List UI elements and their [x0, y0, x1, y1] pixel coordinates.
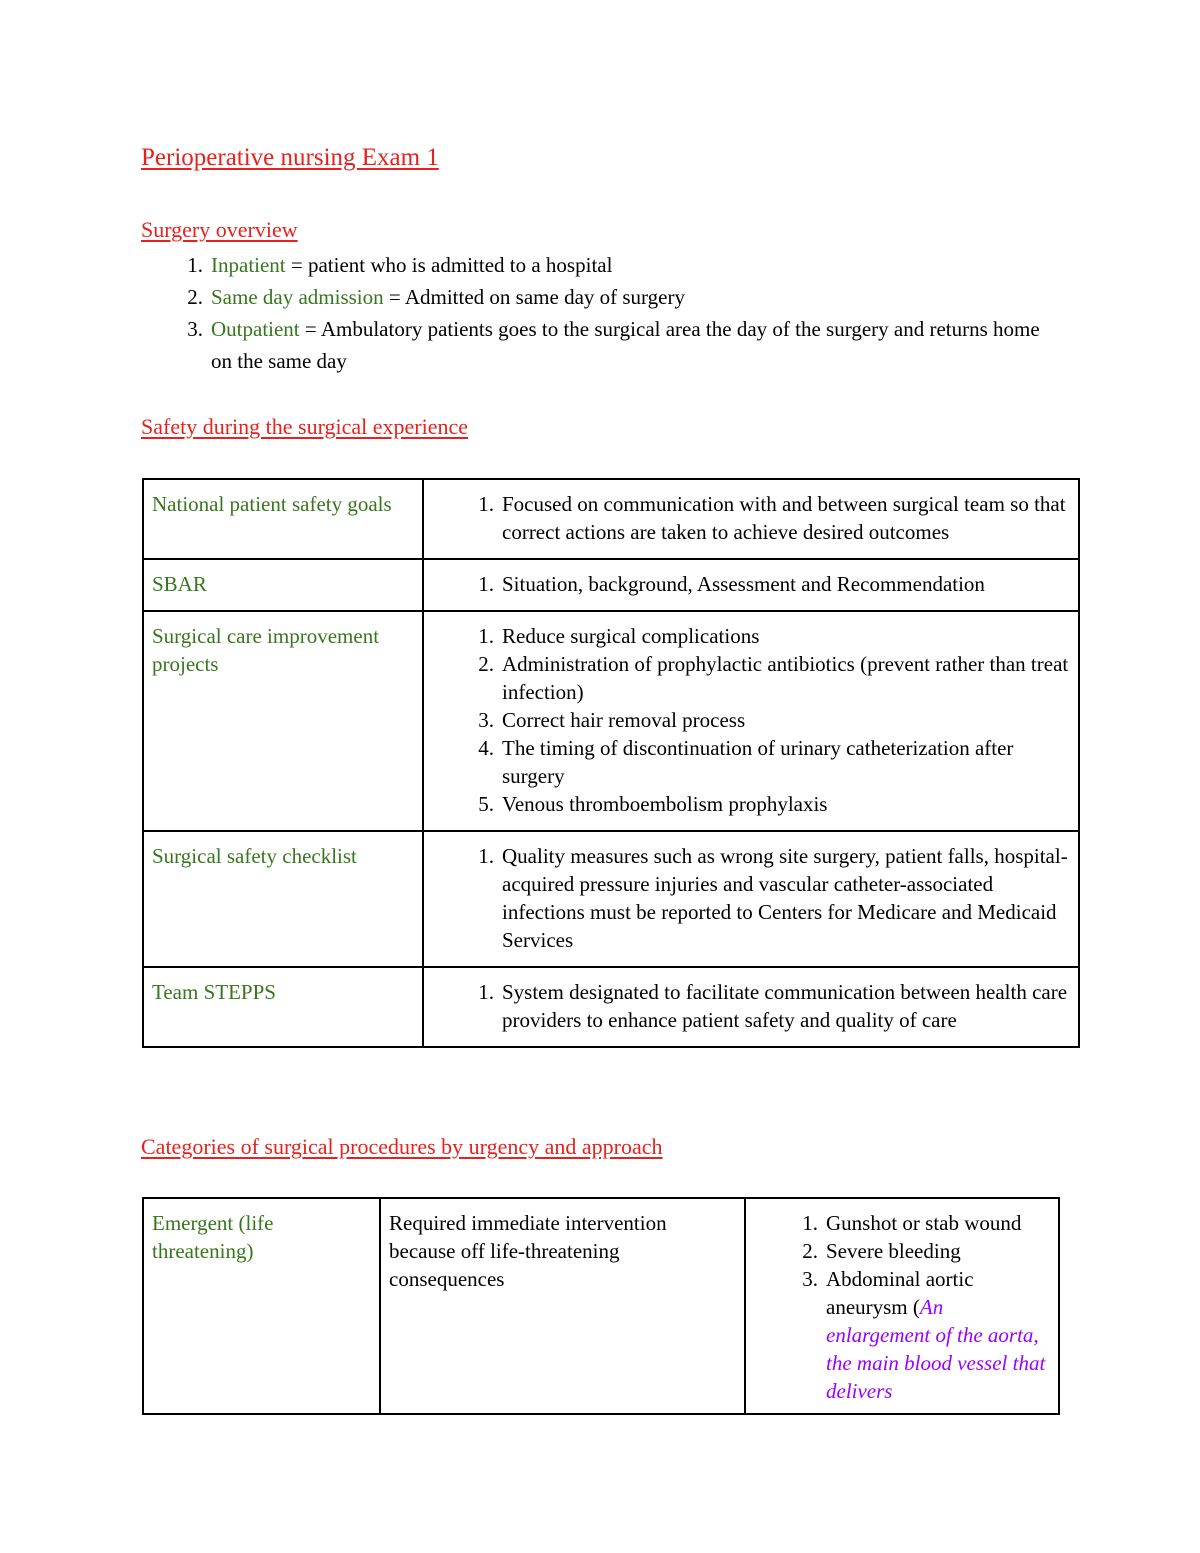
surgery-overview-list [175, 249, 1055, 377]
row-label: Surgical safety checklist [143, 831, 423, 967]
document-title: Perioperative nursing Exam 1 [141, 144, 439, 171]
row-content [423, 611, 1079, 831]
list-text: Gunshot or stab wound [826, 1211, 1022, 1235]
aneurysm-note: An enlargement of the aorta, the main blood vessel that delivers [826, 1295, 1046, 1403]
list-item [175, 313, 1055, 377]
list-item [466, 622, 1072, 650]
list-number: 2. [187, 285, 203, 309]
list-item [790, 1265, 1052, 1405]
row-list [466, 570, 1072, 598]
list-text: Correct hair removal process [502, 708, 746, 732]
row-list [466, 490, 1072, 546]
surgery-overview-heading: Surgery overview [141, 217, 298, 242]
definition-same-day-admission: = Admitted on same day of surgery [383, 285, 685, 309]
list-text: Quality measures such as wrong site surgery, patient falls, hospital-acquired pressure injuries and vascular catheter-associated infections must be reported to Centers for Medicare and Medicaid Services [502, 844, 1068, 952]
list-item [466, 790, 1072, 818]
list-number: 1. [802, 1211, 818, 1235]
list-text: Situation, background, Assessment and Recommendation [502, 572, 985, 596]
list-text: Abdominal aortic aneurysm ( [826, 1267, 974, 1319]
table-row [143, 559, 1079, 611]
categories-heading: Categories of surgical procedures by urgency and approach [141, 1134, 663, 1159]
list-text: Focused on communication with and between surgical team so that correct actions are taken to achieve desired outcomes [502, 492, 1066, 544]
row-list [790, 1209, 1052, 1405]
list-number: 1. [478, 572, 494, 596]
list-text: Reduce surgical complications [502, 624, 760, 648]
list-item [466, 706, 1072, 734]
list-number: 1. [187, 253, 203, 277]
list-number: 5. [478, 792, 494, 816]
list-item [466, 734, 1072, 790]
list-number: 1. [478, 980, 494, 1004]
row-label: Emergent (life threatening) [143, 1198, 380, 1414]
list-item [175, 249, 1055, 281]
list-item [466, 650, 1072, 706]
row-content [423, 967, 1079, 1047]
list-number: 3. [478, 708, 494, 732]
row-content [423, 559, 1079, 611]
list-number: 3. [187, 317, 203, 341]
list-text: Venous thromboembolism prophylaxis [502, 792, 828, 816]
list-item [466, 490, 1072, 546]
list-number: 2. [802, 1239, 818, 1263]
definition-inpatient: = patient who is admitted to a hospital [285, 253, 613, 277]
list-number: 4. [478, 736, 494, 760]
row-list [466, 978, 1072, 1034]
table-row [143, 967, 1079, 1047]
term-inpatient: Inpatient [211, 253, 286, 277]
table-row [143, 1198, 1059, 1414]
row-content [423, 831, 1079, 967]
table-row [143, 831, 1079, 967]
list-item [790, 1209, 1052, 1237]
list-number: 1. [478, 624, 494, 648]
row-description: Required immediate intervention because off life-threatening consequences [380, 1198, 745, 1414]
row-label: Team STEPPS [143, 967, 423, 1047]
definition-outpatient: = Ambulatory patients goes to the surgical area the day of the surgery and returns home on the same day [211, 317, 1040, 373]
safety-heading: Safety during the surgical experience [141, 414, 469, 439]
list-number: 1. [478, 844, 494, 868]
list-item [790, 1237, 1052, 1265]
list-item [466, 570, 1072, 598]
list-number: 1. [478, 492, 494, 516]
list-text: Administration of prophylactic antibiotics (prevent rather than treat infection) [502, 652, 1069, 704]
row-label: Surgical care improvement projects [143, 611, 423, 831]
list-item [466, 978, 1072, 1034]
table-row [143, 479, 1079, 559]
list-text: Severe bleeding [826, 1239, 961, 1263]
safety-table [142, 478, 1080, 1048]
row-content [423, 479, 1079, 559]
row-list [466, 622, 1072, 818]
row-list [466, 842, 1072, 954]
categories-table [142, 1197, 1060, 1415]
list-item [466, 842, 1072, 954]
term-outpatient: Outpatient [211, 317, 300, 341]
row-label: SBAR [143, 559, 423, 611]
row-content [745, 1198, 1059, 1414]
list-number: 3. [802, 1267, 818, 1291]
table-row [143, 611, 1079, 831]
list-number: 2. [478, 652, 494, 676]
row-label: National patient safety goals [143, 479, 423, 559]
term-same-day-admission: Same day admission [211, 285, 384, 309]
list-text: The timing of discontinuation of urinary catheterization after surgery [502, 736, 1014, 788]
list-item [175, 281, 1055, 313]
list-text: System designated to facilitate communication between health care providers to enhance patient safety and quality of care [502, 980, 1068, 1032]
